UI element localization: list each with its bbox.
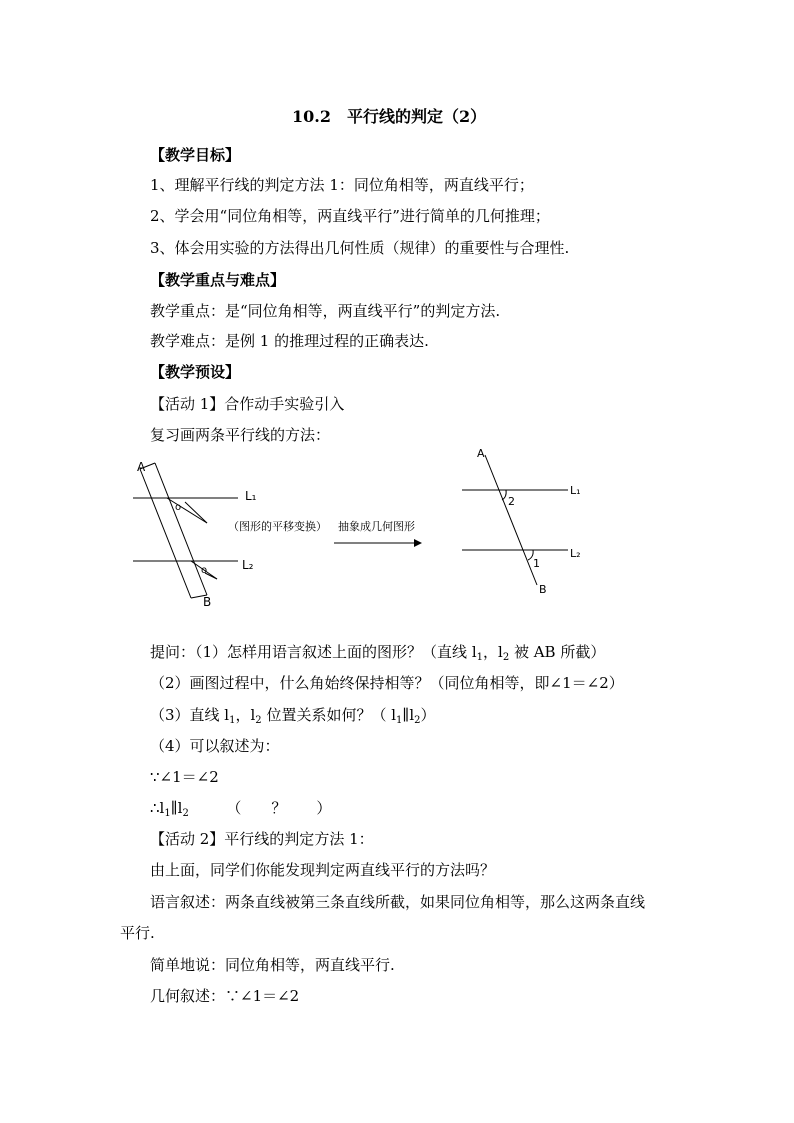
parallel-lines-figure	[450, 445, 610, 605]
difficulty-text: 教学难点：是例 1 的推理过程的正确表达.	[150, 332, 429, 350]
q3-sub-4: 2	[414, 715, 421, 726]
fig-left-angle-2: o	[201, 565, 208, 576]
q3-text-mid3: ∥l	[402, 706, 415, 724]
question-2: （2）画图过程中，什么角始终保持相等？（同位角相等，即∠1＝∠2）	[150, 674, 624, 692]
fig-right-label-a: A	[477, 447, 485, 460]
question-3	[150, 705, 436, 731]
fig-right-angle-1: 1	[533, 557, 540, 570]
therefore-statement	[150, 798, 331, 824]
fig-right-angle-2: 2	[508, 495, 515, 508]
keypoints-heading: 【教学重点与难点】	[150, 271, 286, 289]
q3-sub-2: 2	[255, 715, 262, 726]
activity2-heading: 【活动 2】平行线的判定方法 1：	[150, 830, 374, 848]
question-4: （4）可以叙述为：	[150, 737, 280, 755]
fig-left-label-l1: L₁	[245, 489, 257, 503]
q1-text-post: 被 AB 所截）	[509, 643, 606, 661]
q3-text-pre: （3）直线 l	[150, 706, 230, 724]
arrow-label: 抽象成几何图形	[338, 520, 415, 533]
q1-text-pre: 提问：（1）怎样用语言叙述上面的图形？（直线 l	[150, 643, 477, 661]
activity2-paragraph-2a: 语言叙述：两条直线被第三条直线所截，如果同位角相等，那么这两条直线	[150, 893, 646, 911]
question-1	[150, 642, 605, 668]
activity2-paragraph-2b: 平行.	[120, 924, 155, 942]
page-title: 10.2 平行线的判定（2）	[292, 107, 487, 126]
because-statement: ∵∠1＝∠2	[150, 768, 219, 786]
goal-item-3: 3、体会用实验的方法得出几何性质（规律）的重要性与合理性.	[150, 239, 570, 257]
fig-left-caption: （图形的平移变换）	[228, 520, 327, 533]
fig-left-label-l2: L₂	[242, 558, 254, 572]
activity1-intro: 复习画两条平行线的方法：	[150, 426, 331, 444]
q3-sub-1: 1	[229, 715, 236, 726]
goals-heading: 【教学目标】	[150, 146, 241, 164]
q3-text-mid2: 位置关系如何？（ l	[261, 706, 397, 724]
fig-left-angle-1: o	[175, 502, 182, 513]
fig-right-label-l1: L₁	[570, 484, 581, 497]
goal-item-2: 2、学会用“同位角相等，两直线平行”进行简单的几何推理；	[150, 207, 550, 225]
fig-right-label-l2: L₂	[570, 547, 581, 560]
activity2-paragraph-4: 几何叙述：∵∠1＝∠2	[150, 987, 300, 1005]
fig-left-label-a: A	[137, 460, 146, 474]
activity1-heading: 【活动 1】合作动手实验引入	[150, 395, 345, 413]
fig-left-label-b: B	[203, 595, 212, 609]
therefore-sub-2: 2	[182, 808, 189, 819]
abstraction-arrow	[330, 515, 430, 555]
q3-text-post: ）	[420, 706, 436, 724]
q1-text-mid: ，l	[483, 643, 503, 661]
therefore-text-post: （ ？ ）	[188, 799, 332, 817]
activity2-paragraph-1: 由上面，同学们你能发现判定两直线平行的方法吗？	[150, 861, 496, 879]
design-heading: 【教学预设】	[150, 363, 241, 381]
q1-sub-2: 2	[502, 652, 510, 663]
activity2-paragraph-3: 简单地说：同位角相等，两直线平行.	[150, 956, 395, 974]
goal-item-1: 1、理解平行线的判定方法 1：同位角相等，两直线平行；	[150, 176, 534, 194]
therefore-sub-1: 1	[164, 808, 171, 819]
q1-sub-1: 1	[476, 652, 483, 663]
fig-right-label-b: B	[539, 583, 547, 596]
focus-text: 教学重点：是“同位角相等，两直线平行”的判定方法.	[150, 302, 501, 320]
therefore-text-pre: ∴l	[150, 799, 165, 817]
therefore-text-mid: ∥l	[170, 799, 183, 817]
q3-text-mid: ，l	[235, 706, 256, 724]
q3-sub-3: 1	[396, 715, 403, 726]
